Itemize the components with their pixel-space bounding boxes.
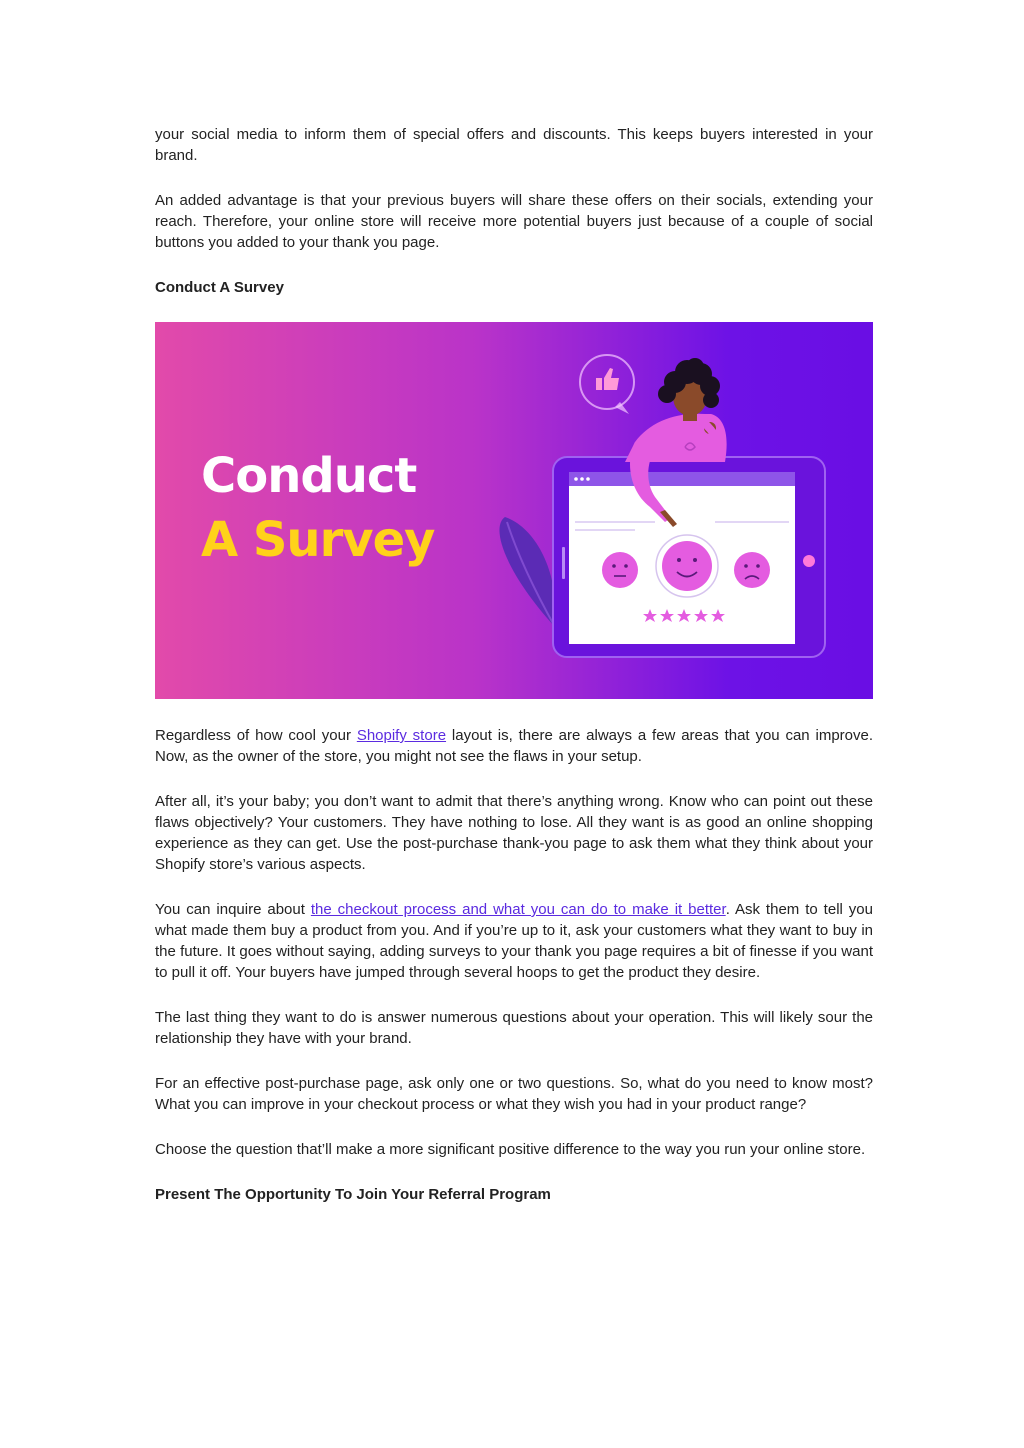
paragraph-inquire-text-end: . Ask them to tell you what made them buy a product from you. And if you’re up to it, ask your customers what they want to buy in the future. It goes without saying, adding surveys to your thank you page requires a bit of finesse if you want to pull it off. Your buyers have jumped through several hoops to get the product they desire. <box>155 901 873 981</box>
paragraph-added-advantage: An added advantage is that your previous buyers will share these offers on their socials, extending your reach. Therefore, your online store will receive more potential buyers just because of a couple of social buttons you added to your thank you page. <box>155 192 873 251</box>
paragraph-regardless-text-end: layout is, there are always a few areas that you can improve. Now, as the owner of the store, you might not see the flaws in your setup. <box>155 727 874 765</box>
paragraph-regardless <box>155 725 873 767</box>
paragraph-inquire <box>155 899 873 983</box>
thumbs-up-bubble-icon <box>580 355 634 414</box>
article-body <box>155 124 873 1229</box>
paragraph-social-media: your social media to inform them of special offers and discounts. This keeps buyers interested in your brand. <box>155 126 873 164</box>
heading-conduct-survey: Conduct A Survey <box>155 279 284 296</box>
tablet-illustration <box>553 457 825 657</box>
banner-title <box>201 444 434 572</box>
paragraph-choose-question: Choose the question that’ll make a more significant positive difference to the way you run your online store. <box>155 1141 866 1158</box>
heading-referral-program: Present The Opportunity To Join Your Referral Program <box>155 1186 551 1203</box>
leaf-decoration <box>499 517 555 627</box>
paragraph-after-all: After all, it’s your baby; you don’t want to admit that there’s anything wrong. Know who can point out these flaws objectively? Your customers. They have nothing to lose. All they want is as good an online shopping experience as they can get. Use the post-purchase thank-you page to ask them what they think about your Shopify store’s various aspects. <box>155 793 873 873</box>
shopify-store-link[interactable]: Shopify store <box>356 727 447 744</box>
banner-title-line2: A Survey <box>201 512 435 568</box>
paragraph-last-thing: The last thing they want to do is answer numerous questions about your operation. This will likely sour the relationship they have with your brand. <box>155 1009 873 1047</box>
paragraph-inquire-text-start: You can inquire about <box>155 901 311 918</box>
paragraph-regardless-text-start: Regardless of how cool your <box>155 727 357 744</box>
paragraph-effective-page: For an effective post-purchase page, ask only one or two questions. So, what do you need to know most? What you can improve in your checkout process or what they wish you had in your product range? <box>155 1075 873 1113</box>
checkout-process-link[interactable]: the checkout process and what you can do to make it better <box>310 901 726 918</box>
survey-banner-image <box>155 322 873 699</box>
banner-title-line1: Conduct <box>201 448 417 504</box>
